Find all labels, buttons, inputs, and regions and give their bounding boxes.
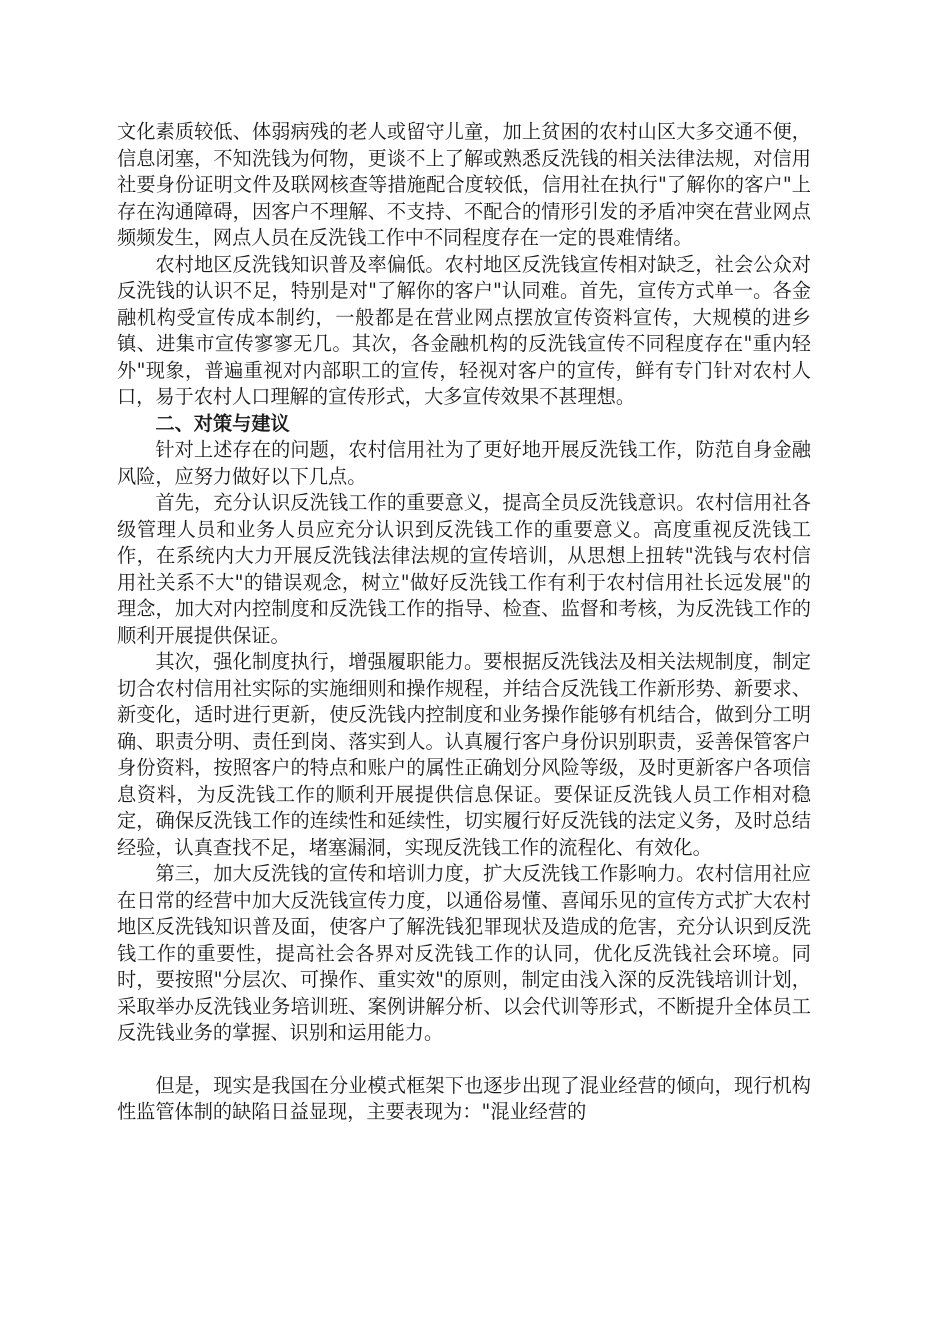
paragraph-continuation: 文化素质较低、体弱病残的老人或留守儿童，加上贫困的农村山区大多交通不便，信息闭塞，不知洗钱为何物，更谈不上了解或熟悉反洗钱的相关法律法规，对信用社要身份证明文件及联网核查等措施配合度较低，信用社在执行"了解你的客户"上存在沟通障碍，因客户不理解、不支持、不配合的情形引发的矛盾冲突在营业网点频频发生，网点人员在反洗钱工作中不同程度存在一定的畏难情绪。 [117,120,811,249]
paragraph-gap [117,1047,811,1073]
paragraph-second-measure: 其次，强化制度执行，增强履职能力。要根据反洗钱法及相关法规制度，制定切合农村信用社实际的实施细则和操作规程，并结合反洗钱工作新形势、新要求、新变化，适时进行更新，使反洗钱内控制度和业务操作能够有机结合，做到分工明确、职责分明、责任到岗、落实到人。认真履行客户身份识别职责，妥善保管客户身份资料，按照客户的特点和账户的属性正确划分风险等级，及时更新客户各项信息资料，为反洗钱工作的顺利开展提供信息保证。要保证反洗钱人员工作相对稳定，确保反洗钱工作的连续性和延续性，切实履行好反洗钱的法定义务，及时总结经验，认真查找不足，堵塞漏洞，实现反洗钱工作的流程化、有效化。 [117,650,811,859]
paragraph-publicity-issue: 农村地区反洗钱知识普及率偏低。农村地区反洗钱宣传相对缺乏，社会公众对反洗钱的认识不足，特别是对"了解你的客户"认同难。首先，宣传方式单一。各金融机构受宣传成本制约，一般都是在营业网点摆放宣传资料宣传，大规模的进乡镇、进集市宣传寥寥无几。其次，各金融机构的反洗钱宣传不同程度存在"重内轻外"现象，普遍重视对内部职工的宣传，轻视对客户的宣传，鲜有专门针对农村人口，易于农村人口理解的宣传形式，大多宣传效果不甚理想。 [117,252,811,408]
paragraph-mixed-operation: 但是，现实是我国在分业模式框架下也逐步出现了混业经营的倾向，现行机构性监管体制的缺陷日益显现，主要表现为："混业经营的 [117,1073,811,1123]
section-heading: 二、对策与建议 [155,411,290,435]
paragraph-third-measure: 第三，加大反洗钱的宣传和培训力度，扩大反洗钱工作影响力。农村信用社应在日常的经营中加大反洗钱宣传力度，以通俗易懂、喜闻乐见的宣传方式扩大农村地区反洗钱知识普及面，使客户了解洗钱犯罪现状及造成的危害，充分认识到反洗钱工作的重要性，提高社会各界对反洗钱工作的认同，优化反洗钱社会环境。同时，要按照"分层次、可操作、重实效"的原则，制定由浅入深的反洗钱培训计划，采取举办反洗钱业务培训班、案例讲解分析、以会代训等形式，不断提升全体员工反洗钱业务的掌握、识别和运用能力。 [117,862,811,1044]
paragraph-first-measure: 首先，充分认识反洗钱工作的重要意义，提高全员反洗钱意识。农村信用社各级管理人员和业务人员应充分认识到反洗钱工作的重要意义。高度重视反洗钱工作，在系统内大力开展反洗钱法律法规的宣传培训，从思想上扭转"洗钱与农村信用社关系不大"的错误观念，树立"做好反洗钱工作有利于农村信用社长远发展"的理念，加大对内控制度和反洗钱工作的指导、检查、监督和考核，为反洗钱工作的顺利开展提供保证。 [117,491,811,647]
paragraph-intro: 针对上述存在的问题，农村信用社为了更好地开展反洗钱工作，防范自身金融风险，应努力做好以下几点。 [117,438,811,488]
document-body [117,119,811,1126]
